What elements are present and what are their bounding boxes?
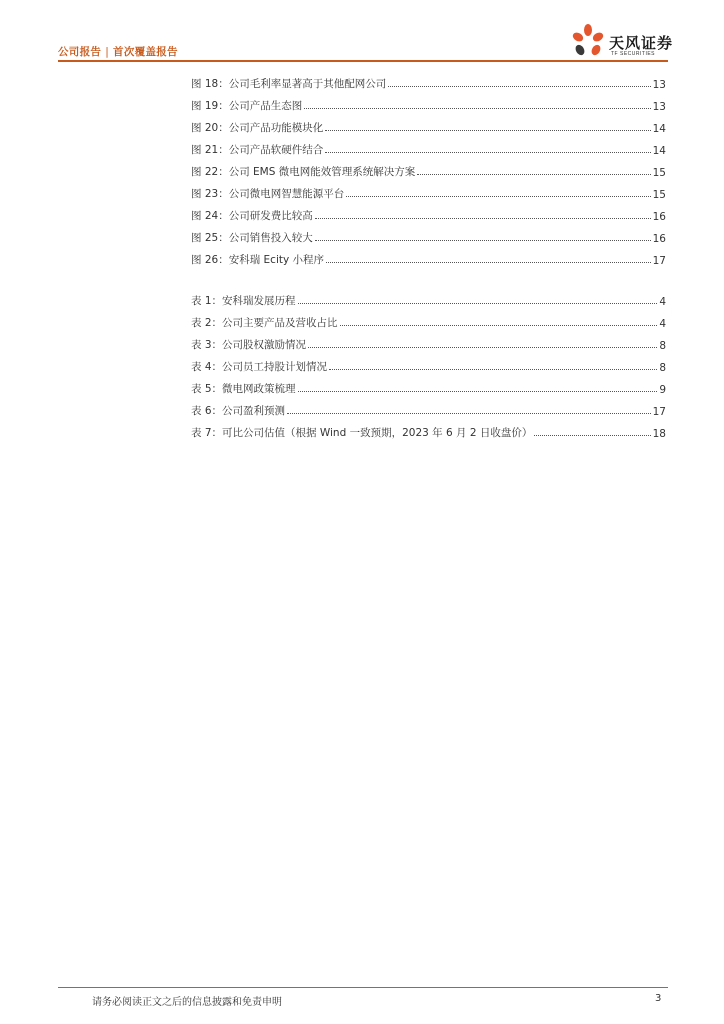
toc-entry-label: 表 7：可比公司估值（根据 Wind 一致预期，2023 年 6 月 2 日收盘价） [191,427,533,439]
toc-entry-label: 图 18：公司毛利率显著高于其他配网公司 [191,78,387,90]
header-title [58,44,178,59]
toc-entry-page: 8 [659,340,666,352]
dot-leader [388,86,650,87]
toc-entry-label: 表 4：公司员工持股计划情况 [191,361,328,373]
figure-index-entry[interactable] [191,223,666,245]
table-index-entry[interactable] [191,286,666,308]
toc-entry-page: 13 [652,101,666,113]
header-right-title: 首次覆盖报告 [113,46,178,58]
dot-leader [417,174,650,175]
toc-entry-page: 15 [652,167,666,179]
dot-leader [298,391,658,392]
dot-leader [340,325,658,326]
dot-leader [329,369,657,370]
toc-entry-page: 15 [652,189,666,201]
toc-entry-page: 17 [652,255,666,267]
toc-entry-page: 9 [659,384,666,396]
toc-entry-label: 表 6：公司盈利预测 [191,405,286,417]
figure-index-entry[interactable] [191,113,666,135]
logo-name: 天风证券 [609,34,674,52]
toc-entry-label: 表 3：公司股权激励情况 [191,339,307,351]
toc-entry-label: 表 2：公司主要产品及营收占比 [191,317,338,329]
figure-index-entry[interactable] [191,245,666,267]
dot-leader [326,262,651,263]
table-index-entry[interactable] [191,418,666,440]
toc-entry-page: 17 [652,406,666,418]
logo-subtitle: TF SECURITIES [611,51,656,57]
dot-leader [325,152,650,153]
dot-leader [325,130,650,131]
toc-entry-page: 4 [659,318,666,330]
table-index-entry[interactable] [191,330,666,352]
toc-entry-page: 4 [659,296,666,308]
header-left-title: 公司报告 [58,46,102,58]
table-index-entry[interactable] [191,396,666,418]
footer-rule [58,987,668,988]
figure-index-entry[interactable] [191,201,666,223]
figure-index-entry[interactable] [191,135,666,157]
header-rule [58,60,668,62]
toc-entry-label: 图 21：公司产品软硬件结合 [191,144,324,156]
toc-entry-page: 16 [652,211,666,223]
logo-flower-icon [568,22,608,60]
figure-index-list [191,69,666,267]
table-index-entry[interactable] [191,374,666,396]
figure-index-entry[interactable] [191,91,666,113]
dot-leader [315,218,651,219]
company-logo [568,22,672,60]
table-index-list [191,286,666,440]
figure-index-entry[interactable] [191,179,666,201]
figure-index-entry[interactable] [191,157,666,179]
toc-entry-page: 14 [652,145,666,157]
toc-entry-label: 图 22：公司 EMS 微电网能效管理系统解决方案 [191,166,416,178]
toc-entry-page: 16 [652,233,666,245]
dot-leader [287,413,651,414]
dot-leader [298,303,658,304]
page-number: 3 [655,993,662,1004]
toc-entry-label: 图 20：公司产品功能模块化 [191,122,324,134]
toc-entry-label: 表 1：安科瑞发展历程 [191,295,296,307]
toc-entry-page: 8 [659,362,666,374]
table-index-entry[interactable] [191,352,666,374]
toc-entry-page: 13 [652,79,666,91]
dot-leader [534,435,650,436]
toc-entry-label: 图 25：公司销售投入较大 [191,232,313,244]
header-separator: | [105,46,110,58]
table-index-entry[interactable] [191,308,666,330]
toc-entry-label: 表 5：微电网政策梳理 [191,383,296,395]
toc-entry-label: 图 26：安科瑞 Ecity 小程序 [191,254,325,266]
toc-entry-label: 图 19：公司产品生态图 [191,100,303,112]
dot-leader [304,108,650,109]
toc-entry-label: 图 24：公司研发费比较高 [191,210,313,222]
dot-leader [308,347,657,348]
dot-leader [346,196,650,197]
dot-leader [315,240,651,241]
toc-entry-label: 图 23：公司微电网智慧能源平台 [191,188,345,200]
figure-index-entry[interactable] [191,69,666,91]
footer-disclaimer: 请务必阅读正文之后的信息披露和免责申明 [92,997,282,1008]
toc-entry-page: 14 [652,123,666,135]
toc-entry-page: 18 [652,428,666,440]
